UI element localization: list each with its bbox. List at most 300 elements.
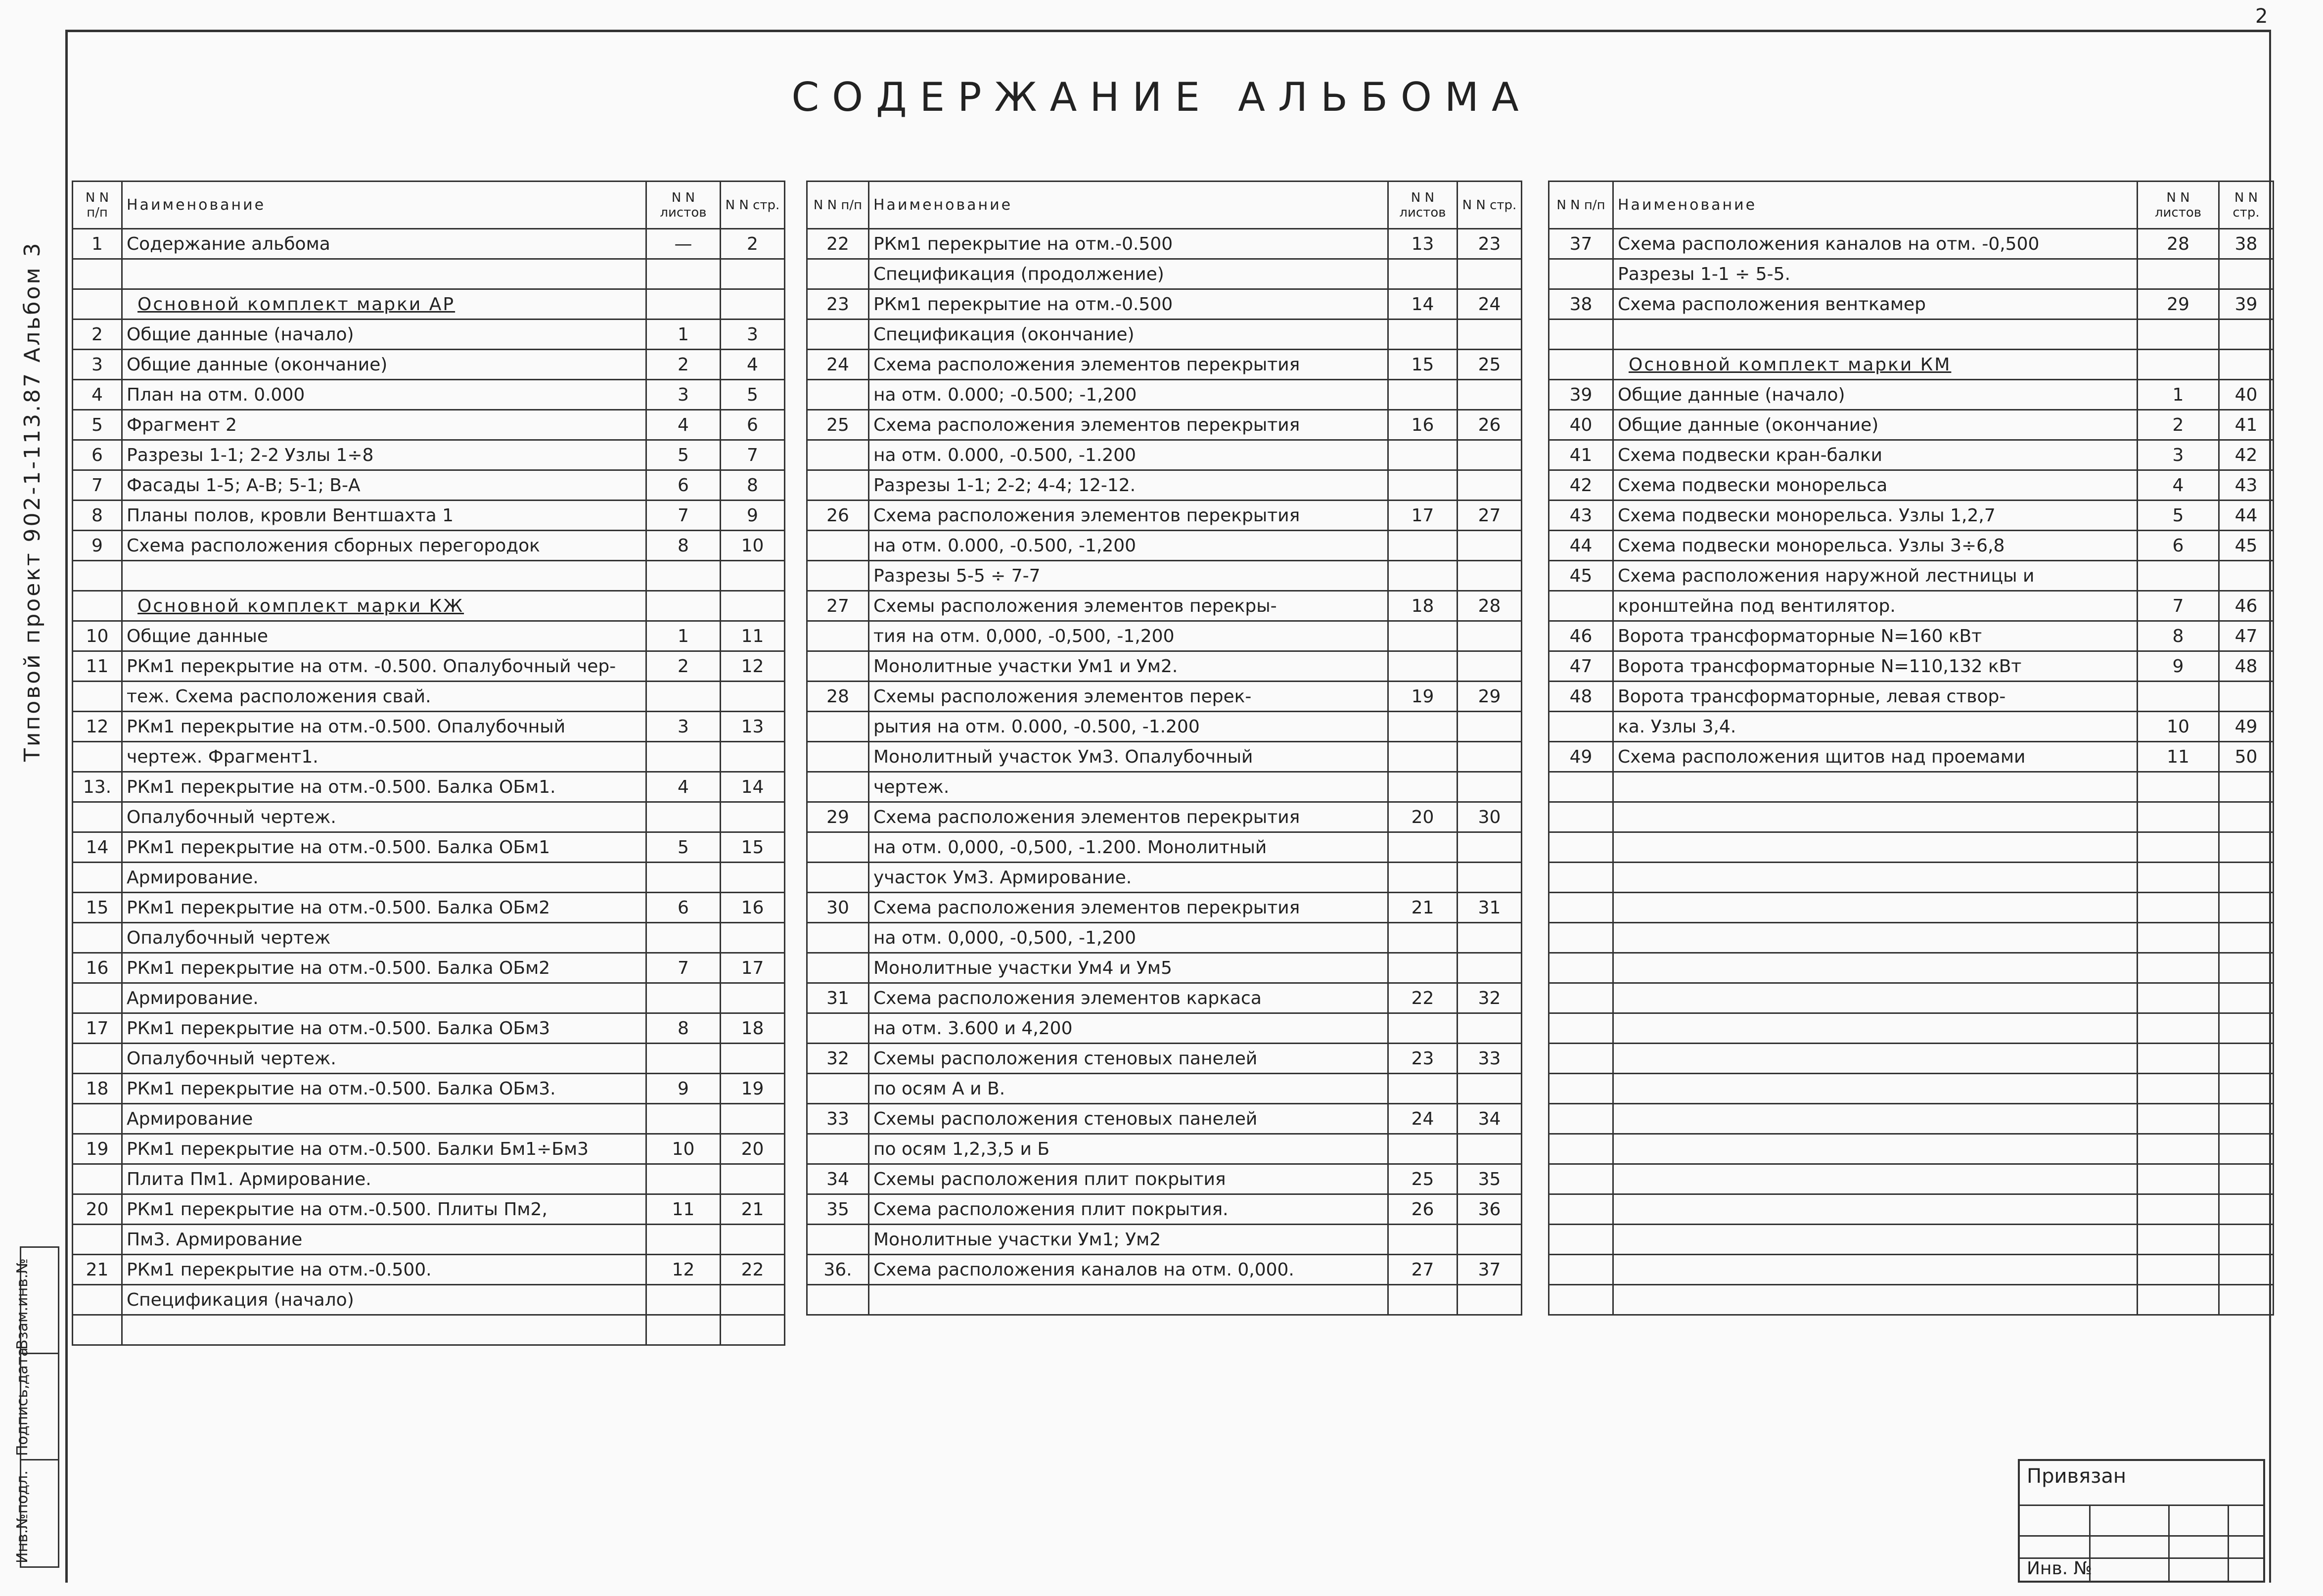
- cell-n: [807, 531, 869, 561]
- side-stamp-cell: Инв.№подл.: [14, 1470, 31, 1563]
- cell-n: [1549, 259, 1613, 289]
- cell-n: [1549, 1013, 1613, 1044]
- cell-page: [1458, 1013, 1522, 1044]
- cell-n: 40: [1549, 410, 1613, 440]
- stamp-line: [2168, 1505, 2170, 1581]
- table-row: [807, 1285, 1522, 1315]
- cell-sheet: 29: [2138, 289, 2219, 319]
- cell-page: [1458, 742, 1522, 772]
- cell-n: 11: [73, 651, 122, 682]
- cell-page: [721, 983, 785, 1013]
- cell-sheet: [1388, 1074, 1458, 1104]
- cell-page: 21: [721, 1194, 785, 1225]
- table-row: [73, 1104, 785, 1134]
- cell-name: Монолитные участки Ум4 и Ум5: [869, 953, 1388, 983]
- cell-sheet: [2138, 863, 2219, 893]
- cell-page: [1458, 380, 1522, 410]
- cell-page: [1458, 712, 1522, 742]
- header-pages: N N стр.: [1458, 182, 1522, 229]
- cell-page: 31: [1458, 893, 1522, 923]
- cell-sheet: [646, 259, 721, 289]
- stamp-line: [2228, 1505, 2229, 1581]
- cell-n: 44: [1549, 531, 1613, 561]
- cell-name: [1613, 953, 2138, 983]
- cell-n: 36.: [807, 1255, 869, 1285]
- table-header-row: [807, 182, 1522, 229]
- cell-page: [721, 802, 785, 832]
- table-row: [807, 531, 1522, 561]
- cell-page: 47: [2219, 621, 2274, 651]
- section-row: [73, 591, 785, 621]
- cell-name: участок Ум3. Армирование.: [869, 863, 1388, 893]
- cell-name: [1613, 983, 2138, 1013]
- cell-name: Схема расположения элементов перекрытия: [869, 350, 1388, 380]
- cell-n: 9: [73, 531, 122, 561]
- table-row: [73, 410, 785, 440]
- cell-page: [721, 1315, 785, 1345]
- cell-page: [1458, 259, 1522, 289]
- cell-page: [2219, 259, 2274, 289]
- cell-sheet: 24: [1388, 1104, 1458, 1134]
- cell-page: [2219, 802, 2274, 832]
- side-stamp: [14, 1246, 59, 1568]
- cell-page: [2219, 1285, 2274, 1315]
- cell-name: Разрезы 1-1 ÷ 5-5.: [1613, 259, 2138, 289]
- cell-n: 18: [73, 1074, 122, 1104]
- cell-sheet: 1: [2138, 380, 2219, 410]
- cell-n: [1549, 802, 1613, 832]
- cell-page: 16: [721, 893, 785, 923]
- cell-n: [1549, 712, 1613, 742]
- table-row: [73, 1044, 785, 1074]
- cell-name: [122, 259, 646, 289]
- table-row: [807, 1164, 1522, 1194]
- cell-name: Схема расположения наружной лестницы и: [1613, 561, 2138, 591]
- cell-n: [73, 1104, 122, 1134]
- cell-name: Спецификация (окончание): [869, 319, 1388, 350]
- table-row: [1549, 380, 2274, 410]
- cell-sheet: [1388, 772, 1458, 802]
- cell-sheet: [2138, 893, 2219, 923]
- cell-sheet: [1388, 651, 1458, 682]
- cell-page: 48: [2219, 651, 2274, 682]
- cell-section: Основной комплект марки КМ: [1613, 350, 2138, 380]
- cell-name: [1613, 1013, 2138, 1044]
- cell-n: [1549, 1134, 1613, 1164]
- cell-page: [721, 1104, 785, 1134]
- cell-n: 14: [73, 832, 122, 863]
- cell-name: [1613, 772, 2138, 802]
- cell-n: 16: [73, 953, 122, 983]
- cell-page: 24: [1458, 289, 1522, 319]
- cell-page: 29: [1458, 682, 1522, 712]
- cell-n: 29: [807, 802, 869, 832]
- table-row: [73, 1013, 785, 1044]
- table-row: [73, 621, 785, 651]
- cell-sheet: 6: [646, 893, 721, 923]
- cell-name: Спецификация (продолжение): [869, 259, 1388, 289]
- cell-name: Общие данные (начало): [122, 319, 646, 350]
- table-row: [73, 1285, 785, 1315]
- cell-n: 46: [1549, 621, 1613, 651]
- cell-page: [2219, 772, 2274, 802]
- cell-sheet: [646, 1044, 721, 1074]
- cell-n: [807, 440, 869, 470]
- cell-name: Общие данные (начало): [1613, 380, 2138, 410]
- cell-name: [1613, 1255, 2138, 1285]
- cell-name: Ворота трансформаторные N=110,132 кВт: [1613, 651, 2138, 682]
- side-stamp-cell: Взам.инв.№: [21, 1248, 58, 1354]
- page-number: 2: [2255, 5, 2268, 28]
- cell-name: РКм1 перекрытие на отм.-0.500. Балки Бм1÷Бм3: [122, 1134, 646, 1164]
- cell-name: Схемы расположения стеновых панелей: [869, 1104, 1388, 1134]
- table-row: [807, 621, 1522, 651]
- table-row: [1549, 742, 2274, 772]
- cell-n: 3: [73, 350, 122, 380]
- cell-sheet: 1: [646, 319, 721, 350]
- table-row: [807, 259, 1522, 289]
- cell-sheet: 8: [2138, 621, 2219, 651]
- cell-page: [1458, 531, 1522, 561]
- cell-n: [807, 1134, 869, 1164]
- cell-n: 21: [73, 1255, 122, 1285]
- cell-name: на отм. 0,000, -0,500, -1,200: [869, 923, 1388, 953]
- table-row: [807, 772, 1522, 802]
- cell-n: [73, 923, 122, 953]
- cell-name: [1613, 1225, 2138, 1255]
- cell-name: РКм1 перекрытие на отм.-0.500. Балка ОБм3.: [122, 1074, 646, 1104]
- cell-page: [2219, 863, 2274, 893]
- cell-sheet: [646, 682, 721, 712]
- cell-n: [807, 1074, 869, 1104]
- binding-stamp: [2018, 1459, 2265, 1583]
- page-title: СОДЕРЖАНИЕ АЛЬБОМА: [791, 74, 1532, 120]
- cell-page: 3: [721, 319, 785, 350]
- cell-sheet: 4: [646, 772, 721, 802]
- cell-n: [1549, 983, 1613, 1013]
- cell-name: РКм1 перекрытие на отм.-0.500.: [122, 1255, 646, 1285]
- cell-page: [721, 682, 785, 712]
- cell-name: Разрезы 1-1; 2-2; 4-4; 12-12.: [869, 470, 1388, 501]
- cell-name: Монолитные участки Ум1; Ум2: [869, 1225, 1388, 1255]
- table-row: [807, 1134, 1522, 1164]
- cell-n: [807, 863, 869, 893]
- cell-name: План на отм. 0.000: [122, 380, 646, 410]
- table-row: [1549, 531, 2274, 561]
- cell-page: [1458, 440, 1522, 470]
- header-sheets: N N листов: [1388, 182, 1458, 229]
- cell-name: Схема расположения сборных перегородок: [122, 531, 646, 561]
- cell-sheet: 16: [1388, 410, 1458, 440]
- cell-page: 28: [1458, 591, 1522, 621]
- cell-page: 10: [721, 531, 785, 561]
- cell-page: 9: [721, 501, 785, 531]
- cell-name: РКм1 перекрытие на отм.-0.500: [869, 229, 1388, 259]
- cell-sheet: [1388, 380, 1458, 410]
- cell-sheet: [646, 1315, 721, 1345]
- cell-page: [2219, 832, 2274, 863]
- cell-n: 23: [807, 289, 869, 319]
- cell-name: Схемы расположения элементов перек-: [869, 682, 1388, 712]
- section-row: [1549, 350, 2274, 380]
- cell-page: [2219, 1194, 2274, 1225]
- cell-name: [122, 1315, 646, 1345]
- table-row: [807, 1013, 1522, 1044]
- cell-sheet: [1388, 319, 1458, 350]
- table-row: [73, 953, 785, 983]
- cell-name: Схема расположения элементов перекрытия: [869, 410, 1388, 440]
- cell-n: 31: [807, 983, 869, 1013]
- cell-sheet: [2138, 1074, 2219, 1104]
- cell-page: [2219, 953, 2274, 983]
- cell-sheet: 10: [2138, 712, 2219, 742]
- cell-sheet: [1388, 923, 1458, 953]
- cell-n: [73, 983, 122, 1013]
- cell-sheet: [2138, 1255, 2219, 1285]
- table-row: [73, 923, 785, 953]
- cell-page: [2219, 893, 2274, 923]
- cell-page: [1458, 863, 1522, 893]
- cell-page: 11: [721, 621, 785, 651]
- cell-n: [807, 561, 869, 591]
- cell-: [2138, 350, 2219, 380]
- cell-sheet: 3: [646, 380, 721, 410]
- cell-n: 19: [73, 1134, 122, 1164]
- cell-n: 49: [1549, 742, 1613, 772]
- cell-sheet: [1388, 1225, 1458, 1255]
- cell-sheet: —: [646, 229, 721, 259]
- cell-name: на отм. 0.000; -0.500; -1,200: [869, 380, 1388, 410]
- cell-n: 34: [807, 1164, 869, 1194]
- cell-name: [1613, 1044, 2138, 1074]
- cell-name: Схемы расположения стеновых панелей: [869, 1044, 1388, 1074]
- cell-sheet: [2138, 1164, 2219, 1194]
- cell-name: кронштейна под вентилятор.: [1613, 591, 2138, 621]
- cell-sheet: [2138, 561, 2219, 591]
- table-row: [1549, 923, 2274, 953]
- table-row: [807, 923, 1522, 953]
- cell-sheet: 17: [1388, 501, 1458, 531]
- cell-name: рытия на отм. 0.000, -0.500, -1.200: [869, 712, 1388, 742]
- table-row: [73, 440, 785, 470]
- cell-n: [1549, 923, 1613, 953]
- cell-sheet: 4: [646, 410, 721, 440]
- cell-name: Схема расположения венткамер: [1613, 289, 2138, 319]
- cell-sheet: [1388, 863, 1458, 893]
- table-row: [807, 561, 1522, 591]
- cell-n: 13.: [73, 772, 122, 802]
- cell-sheet: 18: [1388, 591, 1458, 621]
- table-row: [807, 440, 1522, 470]
- table-row: [73, 501, 785, 531]
- cell-name: Схема расположения элементов перекрытия: [869, 501, 1388, 531]
- table-row: [1549, 682, 2274, 712]
- table-row: [73, 772, 785, 802]
- cell-name: на отм. 0.000, -0.500, -1.200: [869, 440, 1388, 470]
- table-row: [1549, 1164, 2274, 1194]
- toc-table-left: [72, 181, 785, 1346]
- cell-sheet: [646, 802, 721, 832]
- cell-page: [1458, 621, 1522, 651]
- cell-sheet: 12: [646, 1255, 721, 1285]
- table-row: [73, 802, 785, 832]
- table-row: [807, 1104, 1522, 1134]
- table-row: [1549, 1134, 2274, 1164]
- cell-page: 46: [2219, 591, 2274, 621]
- cell-sheet: 7: [2138, 591, 2219, 621]
- cell-name: [1613, 1074, 2138, 1104]
- cell-sheet: [1388, 470, 1458, 501]
- cell-sheet: [1388, 531, 1458, 561]
- cell-page: [1458, 651, 1522, 682]
- table-row: [73, 470, 785, 501]
- cell-name: РКм1 перекрытие на отм.-0.500. Балка ОБм3: [122, 1013, 646, 1044]
- cell-sheet: 2: [646, 350, 721, 380]
- cell-sheet: [2138, 1285, 2219, 1315]
- cell-n: 17: [73, 1013, 122, 1044]
- table-row: [807, 953, 1522, 983]
- cell-n: 10: [73, 621, 122, 651]
- cell-sheet: 15: [1388, 350, 1458, 380]
- cell-page: [721, 863, 785, 893]
- cell-sheet: [1388, 1134, 1458, 1164]
- header-name: Наименование: [869, 182, 1388, 229]
- table-row: [807, 712, 1522, 742]
- cell-page: 18: [721, 1013, 785, 1044]
- cell-n: [1549, 1255, 1613, 1285]
- cell-sheet: [646, 983, 721, 1013]
- cell-name: Фасады 1-5; А-В; 5-1; В-А: [122, 470, 646, 501]
- cell-sheet: 2: [2138, 410, 2219, 440]
- cell-name: чертеж.: [869, 772, 1388, 802]
- table-row: [807, 1044, 1522, 1074]
- cell-n: 32: [807, 1044, 869, 1074]
- table-row: [1549, 772, 2274, 802]
- cell-: [721, 591, 785, 621]
- cell-n: 41: [1549, 440, 1613, 470]
- cell-sheet: [1388, 440, 1458, 470]
- cell-name: Общие данные (окончание): [1613, 410, 2138, 440]
- cell-n: 28: [807, 682, 869, 712]
- cell-name: РКм1 перекрытие на отм.-0.500: [869, 289, 1388, 319]
- cell-sheet: 20: [1388, 802, 1458, 832]
- table-row: [807, 863, 1522, 893]
- table-row: [73, 380, 785, 410]
- table-row: [807, 501, 1522, 531]
- cell-name: Схема расположения элементов перекрытия: [869, 893, 1388, 923]
- cell-n: 27: [807, 591, 869, 621]
- cell-sheet: [2138, 1044, 2219, 1074]
- cell-page: 38: [2219, 229, 2274, 259]
- cell-name: [1613, 319, 2138, 350]
- cell-name: Монолитные участки Ум1 и Ум2.: [869, 651, 1388, 682]
- cell-page: [1458, 923, 1522, 953]
- cell-n: 37: [1549, 229, 1613, 259]
- table-row: [1549, 621, 2274, 651]
- cell-name: на отм. 3.600 и 4,200: [869, 1013, 1388, 1044]
- table-row: [1549, 591, 2274, 621]
- cell-n: [1549, 1074, 1613, 1104]
- cell-name: по осям 1,2,3,5 и Б: [869, 1134, 1388, 1164]
- cell-n: [807, 470, 869, 501]
- table-row: [1549, 802, 2274, 832]
- cell-name: по осям А и В.: [869, 1074, 1388, 1104]
- cell-n: [807, 712, 869, 742]
- table-row: [807, 893, 1522, 923]
- cell-name: РКм1 перекрытие на отм.-0.500. Опалубочный: [122, 712, 646, 742]
- cell-name: Схема расположения плит покрытия.: [869, 1194, 1388, 1225]
- cell-sheet: [2138, 923, 2219, 953]
- header-sheets: N N листов: [2138, 182, 2219, 229]
- cell-name: Армирование.: [122, 863, 646, 893]
- cell-sheet: 2: [646, 651, 721, 682]
- cell-page: [2219, 561, 2274, 591]
- cell-page: 8: [721, 470, 785, 501]
- cell-sheet: 25: [1388, 1164, 1458, 1194]
- cell-page: [2219, 1044, 2274, 1074]
- table-row: [807, 1255, 1522, 1285]
- cell-page: 33: [1458, 1044, 1522, 1074]
- table-row: [1549, 229, 2274, 259]
- cell-page: [721, 259, 785, 289]
- table-row: [807, 289, 1522, 319]
- cell-sheet: [2138, 802, 2219, 832]
- cell-name: Схема подвески монорельса. Узлы 1,2,7: [1613, 501, 2138, 531]
- cell-sheet: 21: [1388, 893, 1458, 923]
- cell-n: 7: [73, 470, 122, 501]
- cell-page: [721, 923, 785, 953]
- table-row: [73, 1194, 785, 1225]
- cell-page: 45: [2219, 531, 2274, 561]
- cell-n: [73, 1285, 122, 1315]
- cell-name: Разрезы 1-1; 2-2 Узлы 1÷8: [122, 440, 646, 470]
- table-row: [73, 229, 785, 259]
- cell-sheet: 11: [2138, 742, 2219, 772]
- cell-sheet: 7: [646, 501, 721, 531]
- cell-name: [122, 561, 646, 591]
- cell-page: 14: [721, 772, 785, 802]
- table-row: [1549, 953, 2274, 983]
- cell-n: 12: [73, 712, 122, 742]
- stamp-inv: Инв. №: [2027, 1558, 2093, 1579]
- cell-page: 22: [721, 1255, 785, 1285]
- cell-n: 22: [807, 229, 869, 259]
- cell-page: 39: [2219, 289, 2274, 319]
- cell-sheet: [646, 742, 721, 772]
- cell-name: Содержание альбома: [122, 229, 646, 259]
- cell-sheet: [2138, 1134, 2219, 1164]
- cell-name: [1613, 893, 2138, 923]
- cell-n: 35: [807, 1194, 869, 1225]
- stamp-label: Привязан: [2027, 1465, 2127, 1488]
- header-name: Наименование: [1613, 182, 2138, 229]
- cell-page: 7: [721, 440, 785, 470]
- table-row: [807, 410, 1522, 440]
- cell-name: Схема подвески кран-балки: [1613, 440, 2138, 470]
- cell-page: 44: [2219, 501, 2274, 531]
- cell-section: Основной комплект марки АР: [122, 289, 646, 319]
- cell-sheet: [2138, 953, 2219, 983]
- cell-sheet: 27: [1388, 1255, 1458, 1285]
- cell-sheet: [2138, 682, 2219, 712]
- table-row: [73, 259, 785, 289]
- cell-n: 20: [73, 1194, 122, 1225]
- cell-name: Схема расположения элементов перекрытия: [869, 802, 1388, 832]
- cell-name: тия на отм. 0,000, -0,500, -1,200: [869, 621, 1388, 651]
- cell-sheet: [2138, 1013, 2219, 1044]
- cell-name: Схемы расположения плит покрытия: [869, 1164, 1388, 1194]
- table-row: [73, 1315, 785, 1345]
